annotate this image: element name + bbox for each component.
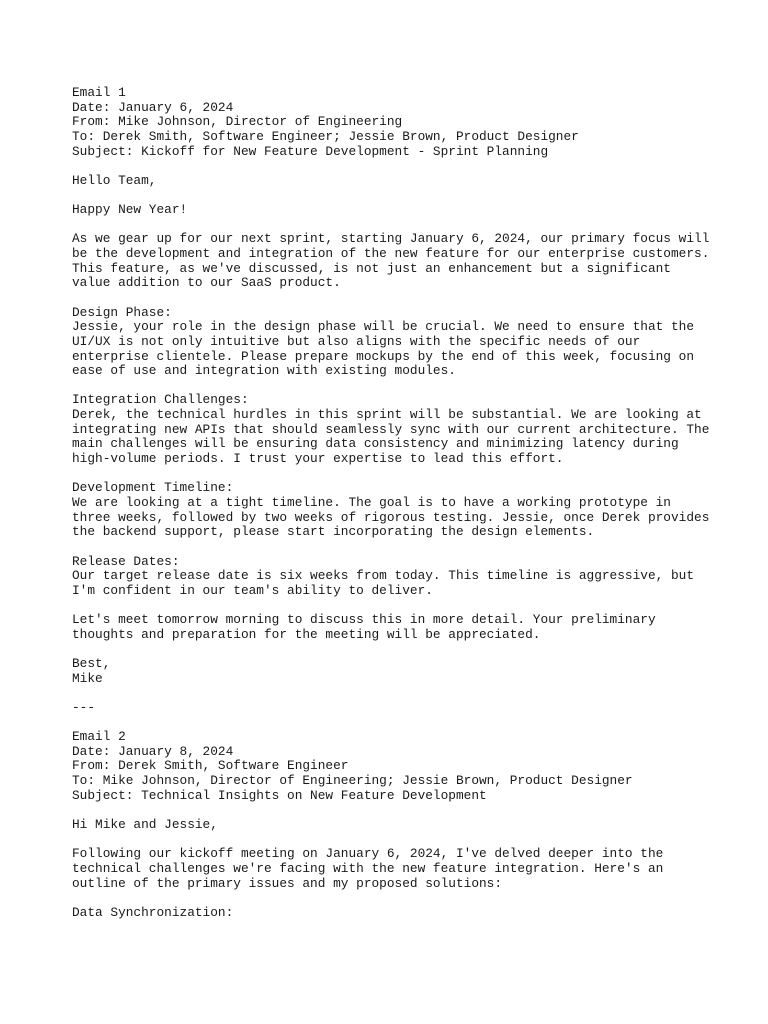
email-2-greeting: Hi Mike and Jessie,: [72, 817, 218, 833]
email-1-body-line: I'm confident in our team's ability to deliver.: [72, 582, 433, 598]
blank-line: [72, 540, 712, 555]
email-1-body-line: high-volume periods. I trust your expertise to lead this effort.: [72, 451, 564, 467]
email-1-body-line: Our target release date is six weeks from today. This timeline is aggressive, but: [72, 568, 695, 584]
email-1-signoff: Best,: [72, 655, 111, 671]
email-1-body-line: As we gear up for our next sprint, starting January 6, 2024, our primary focus will: [72, 231, 710, 247]
email-1-to: To: Derek Smith, Software Engineer; Jessie Brown, Product Designer: [72, 128, 579, 144]
email-1-body-line: UI/UX is not only intuitive but also aligns with the specific needs of our: [72, 333, 641, 349]
blank-line: [72, 379, 712, 394]
blank-line: [72, 218, 712, 233]
email-1-body-line: integrating new APIs that should seamlessly sync with our current architecture. The: [72, 421, 710, 437]
email-1-new-year: Happy New Year!: [72, 202, 188, 218]
email-1-body-line: value addition to our SaaS product.: [72, 275, 341, 291]
email-2-body-line: outline of the primary issues and my proposed solutions:: [72, 875, 503, 891]
section-heading-design-phase: Design Phase:: [72, 304, 172, 320]
email-1-body-line: Jessie, your role in the design phase will be crucial. We need to ensure that the: [72, 319, 695, 335]
blank-line: [72, 642, 712, 657]
email-1-subject: Subject: Kickoff for New Feature Development - Sprint Planning: [72, 143, 549, 159]
email-2-heading: Email 2: [72, 729, 126, 745]
section-heading-development-timeline: Development Timeline:: [72, 480, 234, 496]
email-1-heading: Email 1: [72, 85, 126, 100]
email-1-greeting: Hello Team,: [72, 172, 157, 188]
blank-line: [72, 467, 712, 482]
email-1-from: From: Mike Johnson, Director of Engineering: [72, 114, 403, 130]
section-heading-release-dates: Release Dates:: [72, 553, 180, 569]
email-1-body-line: Derek, the technical hurdles in this sprint will be substantial. We are looking at: [72, 407, 702, 423]
blank-line: [72, 716, 712, 731]
email-2-date: Date: January 8, 2024: [72, 743, 234, 759]
email-1-body-line: thoughts and preparation for the meeting will be appreciated.: [72, 626, 541, 642]
email-2-body-line: technical challenges we're facing with the new feature integration. Here's an: [72, 860, 664, 876]
email-1-body-line: the backend support, please start incorporating the design elements.: [72, 524, 595, 540]
email-1-body-line: This feature, as we've discussed, is not just an enhancement but a significant: [72, 260, 671, 276]
email-2-from: From: Derek Smith, Software Engineer: [72, 758, 349, 774]
document-page: [72, 86, 712, 921]
blank-line: [72, 291, 712, 306]
email-1-signature: Mike: [72, 670, 103, 686]
blank-line: [72, 833, 712, 848]
blank-line: [72, 159, 712, 174]
email-1-date: Date: January 6, 2024: [72, 99, 234, 115]
email-1-body-line: be the development and integration of the new feature for our enterprise customers.: [72, 246, 710, 262]
email-1-body-line: three weeks, followed by two weeks of rigorous testing. Jessie, once Derek provides: [72, 509, 710, 525]
email-separator: ---: [72, 699, 96, 715]
email-1-body-line: Let's meet tomorrow morning to discuss this in more detail. Your preliminary: [72, 612, 656, 628]
blank-line: [72, 188, 712, 203]
email-2-to: To: Mike Johnson, Director of Engineering; Jessie Brown, Product Designer: [72, 773, 633, 789]
email-1-body-line: enterprise clientele. Please prepare mockups by the end of this week, focusing on: [72, 348, 695, 364]
email-2-subject: Subject: Technical Insights on New Feature Development: [72, 787, 487, 803]
email-1-body-line: main challenges will be ensuring data consistency and minimizing latency during: [72, 436, 679, 452]
blank-line: [72, 686, 712, 701]
blank-line: [72, 891, 712, 906]
section-heading-data-synchronization: Data Synchronization:: [72, 904, 234, 920]
section-heading-integration-challenges: Integration Challenges:: [72, 392, 249, 408]
blank-line: [72, 803, 712, 818]
blank-line: [72, 598, 712, 613]
email-1-body-line: We are looking at a tight timeline. The goal is to have a working prototype in: [72, 494, 671, 510]
email-2-body-line: Following our kickoff meeting on January 6, 2024, I've delved deeper into the: [72, 846, 664, 862]
email-1-body-line: ease of use and integration with existing modules.: [72, 363, 456, 379]
